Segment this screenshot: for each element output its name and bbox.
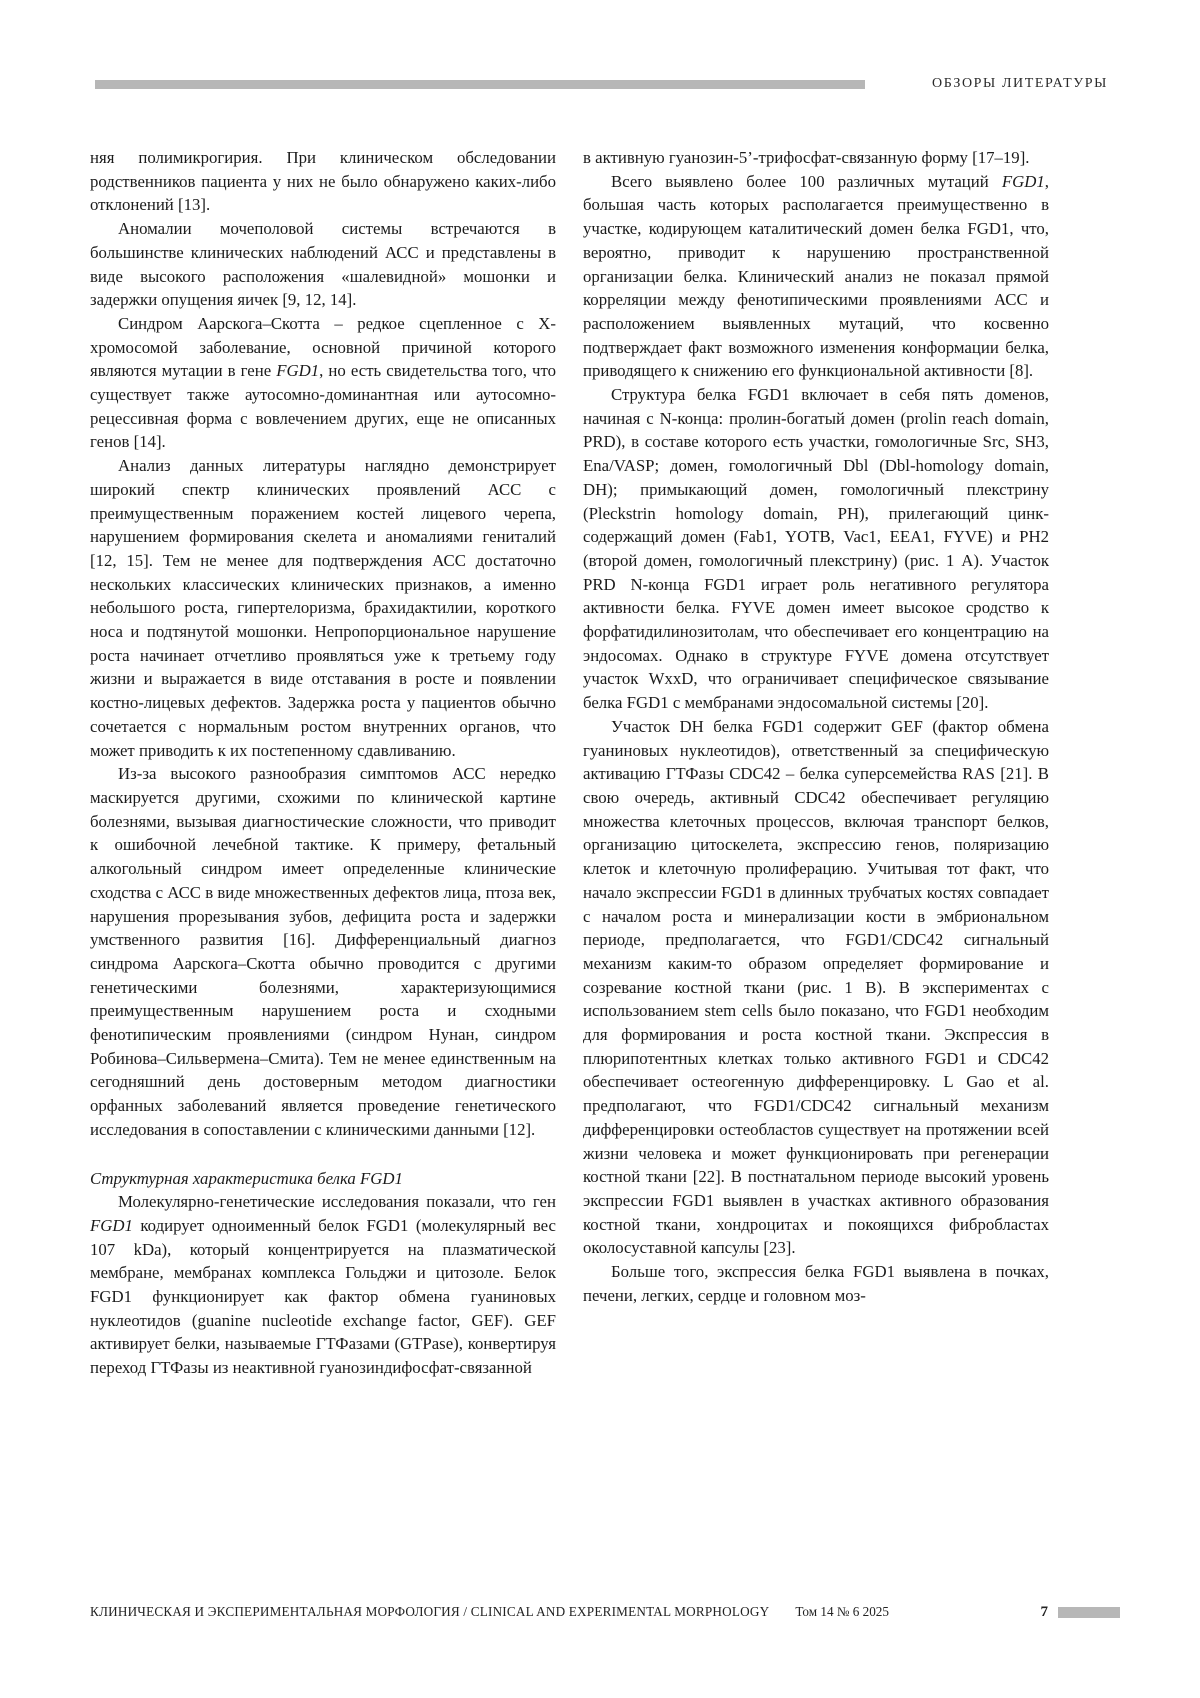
paragraph: в активную гуанозин-5’-трифосфат-связанную форму [17–19].: [583, 148, 1030, 167]
paragraph: Всего выявлено более 100 различных мутаций FGD1, большая часть которых располагается преимущественно в участке, кодирующем каталитический домен белка FGD1, что, вероятно, приводит к нарушению пространственной организации белка. Клинический анализ не показал прямой корреляции между фенотипическими проявлениями АСС и расположением выявленных мутаций, что косвенно подтверждает факт возможного изменения конформации белка, приводящего к снижению его функциональной активности [8].: [583, 171, 1049, 381]
left-column: [90, 146, 556, 1380]
paragraph: Больше того, экспрессия белка FGD1 выявлена в почках, печени, легких, сердце и головном моз-: [583, 1262, 1049, 1305]
journal-title: КЛИНИЧЕСКАЯ И ЭКСПЕРИМЕНТАЛЬНАЯ МОРФОЛОГИЯ / CLINICAL AND EXPERIMENTAL MORPHOLOGY: [90, 1604, 770, 1619]
header-rule: [95, 80, 865, 89]
paragraph: Участок DH белка FGD1 содержит GEF (фактор обмена гуаниновых нуклеотидов), ответственный за специфическую активацию ГТФазы CDC42 – белка суперсемейства RAS [21]. В свою очередь, активный CDC42 обеспечивает регуляцию множества клеточных процессов, включая транспорт белков, организацию цитоскелета, экспрессию генов, поляризацию клеток и клеточную пролиферацию. Учитывая тот факт, что начало экспрессии FGD1 в длинных трубчатых костях совпадает с началом роста и минерализации кости в эмбриональном периоде, предполагается, что FGD1/CDC42 сигнальный механизм каким-то образом определяет формирование и созревание костной ткани (рис. 1 В). В экспериментах с использованием stem cells было показано, что FGD1 необходим для формирования и роста костной ткани. Экспрессия в плюрипотентных клетках только активного FGD1 и CDC42 обеспечивает остеогенную дифференцировку. L Gao et al. предполагают, что FGD1/CDC42 сигнальный механизм дифференцировки остеобластов существует на протяжении всей жизни человека и может функционировать при регенерации костной ткани [22]. В постнатальном периоде высокий уровень экспрессии FGD1 выявлен в участках активного образования костной ткани, хондроцитах и покоящихся фибробластах околосуставной капсулы [23].: [583, 716, 1049, 1258]
footer-rule: [1058, 1607, 1120, 1618]
section-label: ОБЗОРЫ ЛИТЕРАТУРЫ: [931, 76, 1108, 91]
issue-info: Том 14 № 6 2025: [795, 1604, 889, 1619]
paragraph: няя полимикрогирия. При клиническом обследовании родственников пациента у них не было обнаружено каких-либо отклонений [13].: [90, 148, 556, 215]
paragraph: Молекулярно-генетические исследования показали, что ген FGD1 кодирует одноименный белок FGD1 (молекулярный вес 107 kDa), который концентрируется на плазматической мембране, мембранах комплекса Гольджи и цитозоле. Белок FGD1 функционирует как фактор обмена гуаниновых нуклеотидов (guanine nucleotide exchange factor, GEF). GEF активирует белки, называемые ГТФазами (GTPase), конвертируя переход ГТФазы из неактивной гуанозиндифосфат-связанной: [90, 1192, 556, 1378]
right-column: [583, 146, 1049, 1380]
page-footer: [90, 1602, 1108, 1622]
paragraph: Из-за высокого разнообразия симптомов АСС нередко маскируется другими, схожими по клинической картине болезнями, вызывая диагностические сложности, что приводит к ошибочной лечебной тактике. К примеру, фетальный алкогольный синдром имеет определенные клинические сходства с АСС в виде множественных дефектов лица, птоза век, нарушения прорезывания зубов, дефицита роста и задержки умственного развития [16]. Дифференциальный диагноз синдрома Аарскога–Скотта обычно проводится с другими генетическими болезнями, характеризующимися преимущественным нарушением роста и сходными фенотипическим проявлениями (синдром Нунан, синдром Робинова–Сильвермена–Смита). Тем не менее единственным на сегодняшний день достоверным методом диагностики орфанных заболеваний является проведение генетического исследования в сопоставлении с клиническими данными [12].: [90, 764, 556, 1139]
paragraph: Аномалии мочеполовой системы встречаются в большинстве клинических наблюдений АСС и представлены в виде высокого расположения «шалевидной» мошонки и задержки опущения яичек [9, 12, 14].: [90, 219, 556, 310]
page-header: [95, 76, 1108, 94]
article-body: [90, 146, 1110, 1380]
paragraph: Синдром Аарскога–Скотта – редкое сцепленное с Х-хромосомой заболевание, основной причиной которого являются мутации в гене FGD1, но есть свидетельства того, что существует также аутосомно-доминантная или аутосомно-рецессивная форма с вовлечением других, еще не описанных генов [14].: [90, 313, 557, 452]
section-heading: Структурная характеристика белка FGD1: [90, 1168, 403, 1188]
paragraph: Структура белка FGD1 включает в себя пять доменов, начиная с N-конца: пролин-богатый домен (prolin reach domain, PRD), в составе которого есть участки, гомологичные Src, SH3, Ena/VASP; домен, гомологичный Dbl (Dbl-homology domain, DH); примыкающий домен, гомологичный плекстрину (Pleckstrin homology domain, PH), прилегающий цинк-содержащий домен (Fab1, YOTB, Vac1, EEA1, FYVE) и PH2 (второй домен, гомологичный плекстрину) (рис. 1 А). Участок PRD N-конца FGD1 играет роль негативного регулятора активности белка. FYVE домен имеет высокое сродство к форфатидилинозитолам, что обеспечивает его концентрацию на эндосомах. Однако в структуре FYVE домена отсутствует участок WxxD, что ограничивает специфическое связывание белка FGD1 с мембранами эндосомальной системы [20].: [583, 385, 1049, 713]
paragraph: Анализ данных литературы наглядно демонстрирует широкий спектр клинических проявлений АСС с преимущественным поражением костей лицевого черепа, нарушением формирования скелета и аномалиями гениталий [12, 15]. Тем не менее для подтверждения АСС достаточно нескольких классических клинических признаков, а именно небольшого роста, гипертелоризма, брахидактилии, короткого носа и подтянутой мошонки. Непропорциональное нарушение роста начинает отчетливо проявляться уже к третьему году жизни и выражается в виде отставания в росте и появлении костно-лицевых дефектов. Задержка роста у пациентов обычно сочетается с нормальным ростом внутренних органов, что может приводить к их постепенному сдавливанию.: [90, 456, 556, 760]
page-number: 7: [1040, 1603, 1048, 1620]
